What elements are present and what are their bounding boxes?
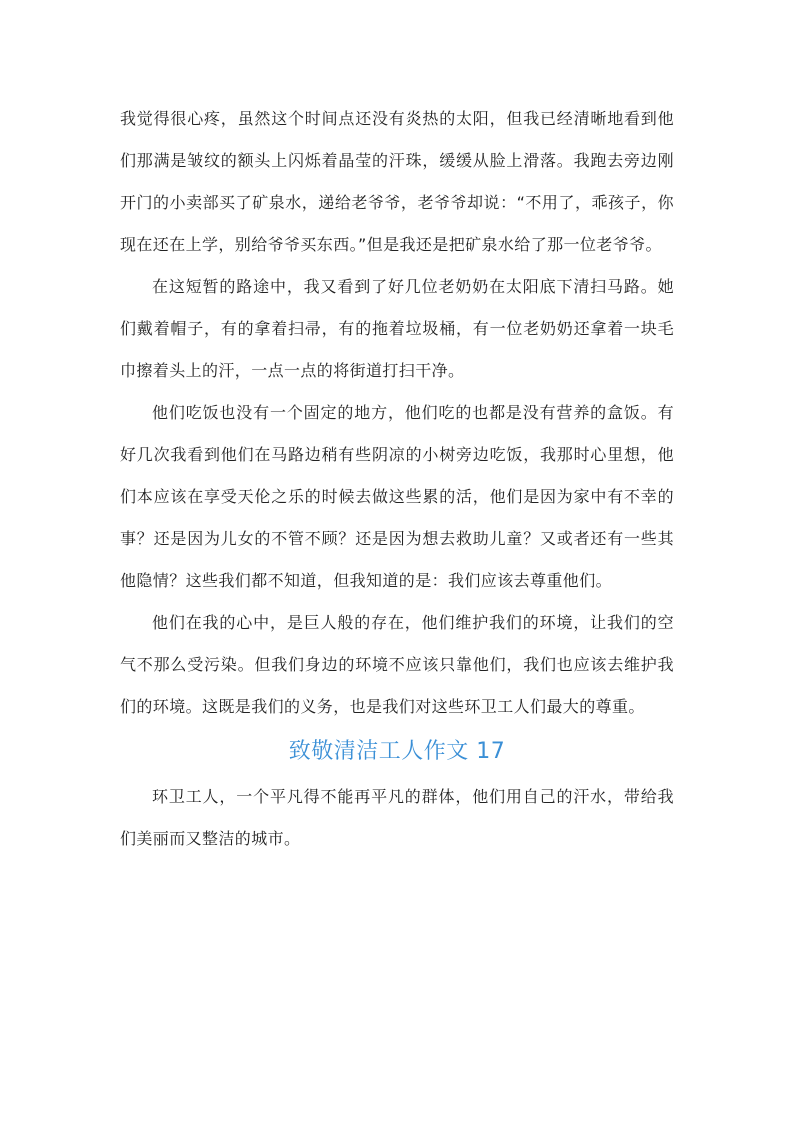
paragraph-3: 他们吃饭也没有一个固定的地方，他们吃的也都是没有营养的盒饭。有好几次我看到他们在马路边稍有些阴凉的小树旁边吃饭，我那时心里想，他们本应该在享受天伦之乐的时候去做这些累的活，他们是因为家中有不幸的事？还是因为儿女的不管不顾？还是因为想去救助儿童？又或者还有一些其他隐情？这些我们都不知道，但我知道的是：我们应该去尊重他们。 [120,403,674,590]
document-body [120,98,674,860]
section-heading: 致敬清洁工人作文 17 [288,739,506,764]
paragraph-1: 我觉得很心疼，虽然这个时间点还没有炎热的太阳，但我已经清晰地看到他们那满是皱纹的额头上闪烁着晶莹的汗珠，缓缓从脸上滑落。我跑去旁边刚开门的小卖部买了矿泉水，递给老爷爷，老爷爷却说：“不用了，乖孩子，你现在还在上学，别给爷爷买东西。”但是我还是把矿泉水给了那一位老爷爷。 [120,109,674,254]
paragraph-5: 环卫工人，一个平凡得不能再平凡的群体，他们用自己的汗水，带给我们美丽而又整洁的城市。 [120,787,674,848]
paragraph-2: 在这短暂的路途中，我又看到了好几位老奶奶在太阳底下清扫马路。她们戴着帽子，有的拿着扫帚，有的拖着垃圾桶，有一位老奶奶还拿着一块毛巾擦着头上的汗，一点一点的将街道打扫干净。 [120,277,674,380]
paragraph-4: 他们在我的心中，是巨人般的存在，他们维护我们的环境，让我们的空气不那么受污染。但我们身边的环境不应该只靠他们，我们也应该去维护我们的环境。这既是我们的义务，也是我们对这些环卫工人们最大的尊重。 [120,613,674,716]
